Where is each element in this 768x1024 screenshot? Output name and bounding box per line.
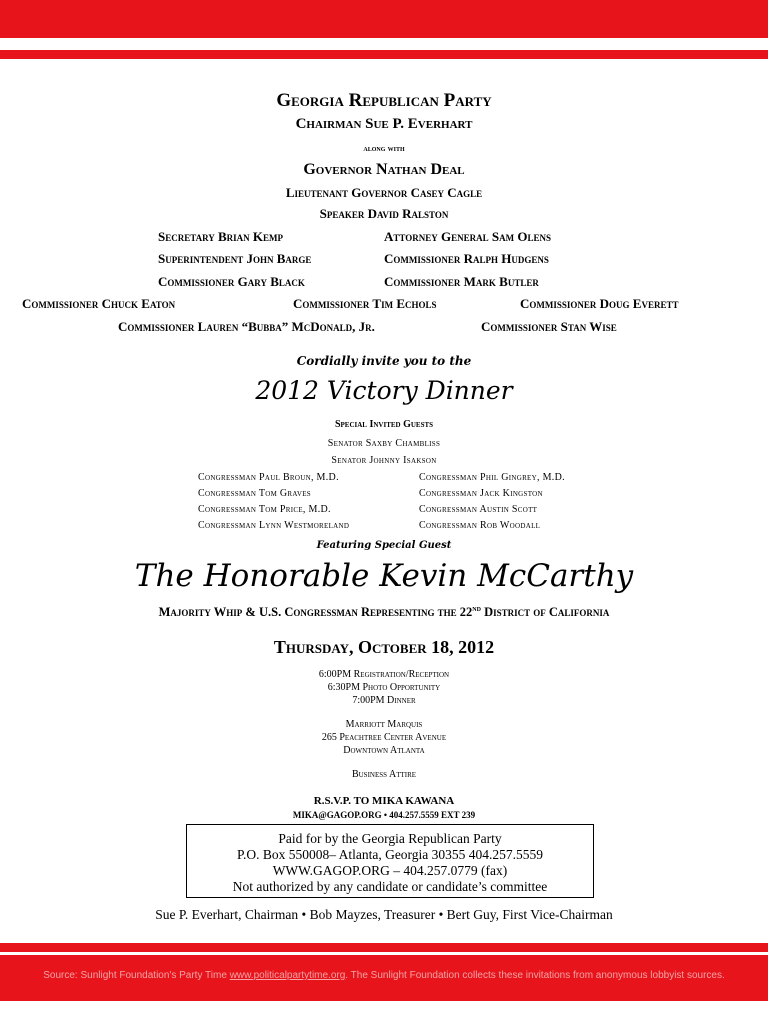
schedule-registration: 6:00PM Registration/Reception (318, 669, 450, 680)
featured-guest-title (0, 604, 768, 620)
guest-scott: Congressman Austin Scott (419, 504, 538, 515)
event-title: 2012 Victory Dinner (255, 376, 513, 405)
guests-heading: Special Invited Guests (334, 419, 434, 430)
along-with: along with (363, 143, 405, 153)
event-date: Thursday, October 18, 2012 (273, 637, 495, 657)
guest-price: Congressman Tom Price, M.D. (198, 504, 331, 515)
governor-line: Governor Nathan Deal (303, 161, 465, 178)
official-secretary: Secretary Brian Kemp (158, 229, 284, 244)
official-mcdonald: Commissioner Lauren “Bubba” McDonald, Jr. (118, 319, 375, 334)
attire: Business Attire (351, 769, 417, 780)
source-suffix: . The Sunlight Foundation collects these invitations from anonymous lobbyist sources. (345, 970, 725, 981)
source-link[interactable]: www.politicalpartytime.org (229, 970, 346, 981)
rsvp-contact: MIKA@GAGOP.ORG • 404.257.5559 EXT 239 (292, 810, 476, 820)
featured-guest-name: The Honorable Kevin McCarthy (134, 558, 634, 594)
official-hudgens: Commissioner Ralph Hudgens (384, 251, 549, 266)
schedule-photo: 6:30PM Photo Opportunity (327, 682, 441, 693)
source-note (0, 970, 768, 981)
title-ordinal: nd (472, 604, 481, 613)
title-part-a: Majority Whip & U.S. Congressman Representing the 22 (158, 605, 473, 620)
cordially-invite: Cordially invite you to the (296, 354, 472, 368)
top-red-stripe (0, 50, 768, 59)
official-attorney-general: Attorney General Sam Olens (384, 229, 551, 244)
speaker-line: Speaker David Ralston (319, 206, 449, 221)
source-prefix: Source: Sunlight Foundation's Party Time (43, 970, 230, 981)
party-name: Georgia Republican Party (276, 90, 492, 111)
official-black: Commissioner Gary Black (158, 274, 305, 289)
disclaimer-paid-for: Paid for by the Georgia Republican Party (278, 831, 502, 846)
bottom-red-stripe (0, 943, 768, 952)
official-eaton: Commissioner Chuck Eaton (22, 296, 176, 311)
lt-governor-line: Lieutenant Governor Casey Cagle (285, 185, 483, 200)
guest-woodall: Congressman Rob Woodall (419, 520, 541, 531)
disclaimer-address: P.O. Box 550008– Atlanta, Georgia 30355 404.257.5559 (236, 847, 544, 862)
guest-kingston: Congressman Jack Kingston (419, 488, 543, 499)
guest-graves: Congressman Tom Graves (198, 488, 311, 499)
party-officers: Sue P. Everhart, Chairman • Bob Mayzes, Treasurer • Bert Guy, First Vice-Chairman (155, 907, 613, 922)
top-red-band (0, 0, 768, 38)
guest-westmoreland: Congressman Lynn Westmoreland (198, 520, 350, 531)
venue-city: Downtown Atlanta (343, 745, 425, 756)
guest-gingrey: Congressman Phil Gingrey, M.D. (419, 472, 565, 483)
guest-senator-isakson: Senator Johnny Isakson (331, 455, 437, 466)
chairman-line: Chairman Sue P. Everhart (295, 116, 473, 132)
title-part-b: District of California (480, 605, 610, 620)
official-everett: Commissioner Doug Everett (520, 296, 679, 311)
featuring-label: Featuring Special Guest (316, 540, 452, 551)
official-wise: Commissioner Stan Wise (481, 319, 617, 334)
disclaimer-web: WWW.GAGOP.ORG – 404.257.0779 (fax) (272, 863, 508, 878)
venue-address: 265 Peachtree Center Avenue (321, 732, 447, 743)
venue-name: Marriott Marquis (345, 719, 423, 730)
guest-senator-chambliss: Senator Saxby Chambliss (327, 438, 441, 449)
disclaimer-box (186, 824, 594, 898)
schedule-dinner: 7:00PM Dinner (352, 695, 416, 706)
guest-broun: Congressman Paul Broun, M.D. (198, 472, 339, 483)
official-butler: Commissioner Mark Butler (384, 274, 539, 289)
rsvp-line: R.S.V.P. TO MIKA KAWANA (313, 795, 455, 807)
disclaimer-not-authorized: Not authorized by any candidate or candidate’s committee (232, 879, 548, 894)
official-echols: Commissioner Tim Echols (293, 296, 437, 311)
official-superintendent: Superintendent John Barge (158, 251, 312, 266)
